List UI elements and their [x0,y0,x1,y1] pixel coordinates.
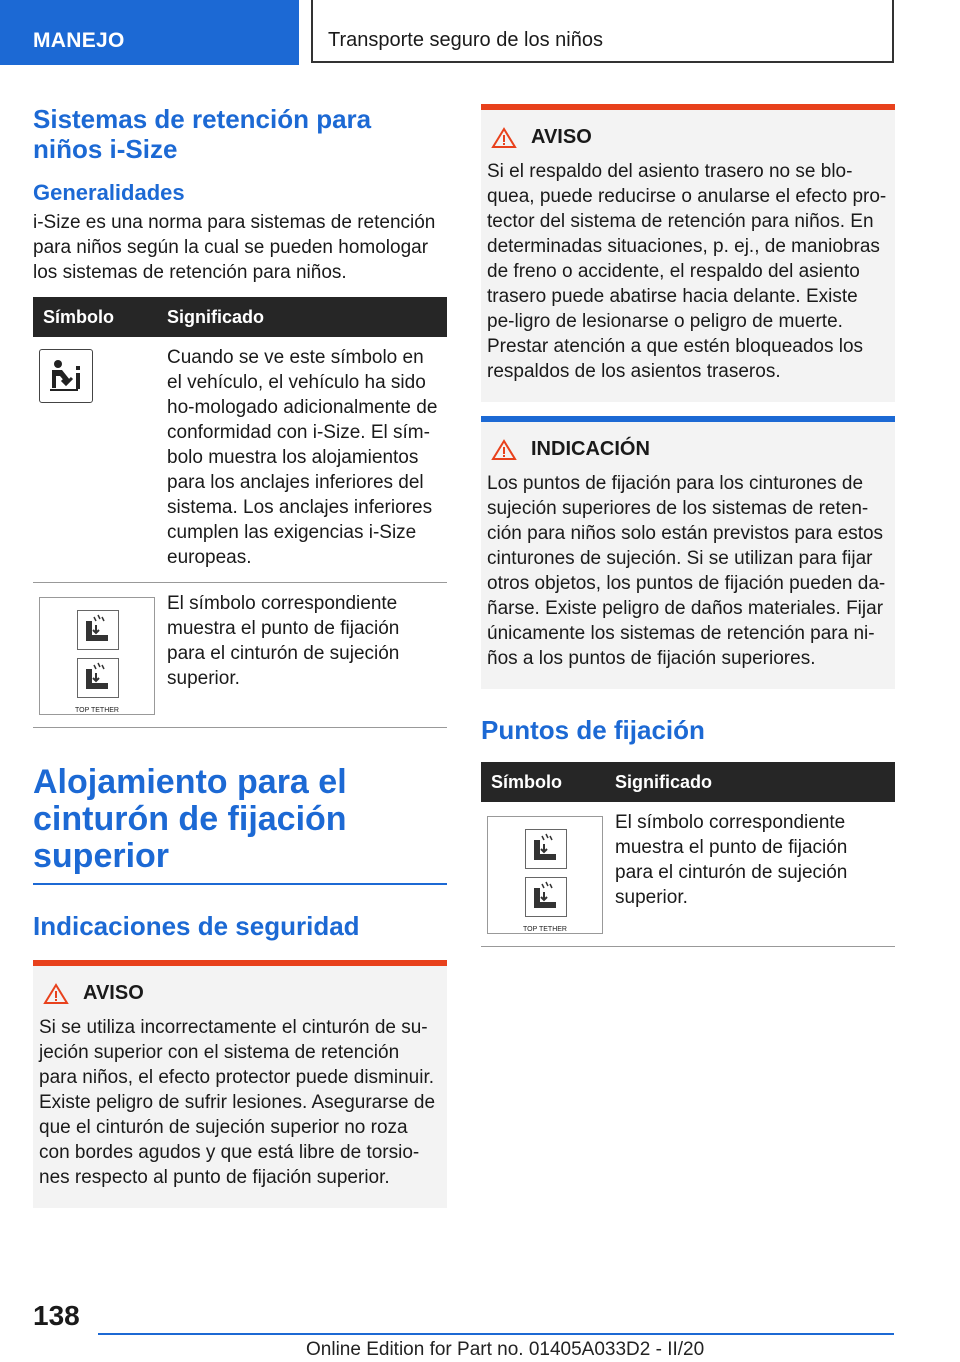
warning-box [33,960,447,1208]
col-symbol-header: Símbolo [33,297,159,337]
header-title: Transporte seguro de los niños [328,29,603,51]
warning-title-row [487,126,889,149]
warning-box [481,104,895,402]
symbol-cell [481,802,607,947]
header-section-label: MANEJO [33,29,125,52]
big-heading: Alojamiento para el cinturón de fijación superior [33,764,447,885]
top-tether-icon [39,597,155,715]
table-header-row [33,297,447,337]
top-tether-label: TOP TETHER [523,926,567,933]
warning-text: Si se utiliza incorrectamente el cinturón de su-jeción superior con el sistema de retención para niños, el efecto protector puede disminuir. Existe peligro de sufrir lesiones. Asegurarse de que el cinturón de sujeción superior no roza con bordes agudos y que está libre de torsio-nes respecto al punto de fijación superior. [39,1017,436,1188]
symbol-cell [33,583,159,728]
symbol-cell [33,337,159,583]
sub-heading: Indicaciones de seguridad [33,911,360,941]
indication-title: INDICACIÓN [531,438,650,460]
indication-box [481,416,895,689]
isize-symbol-table [33,297,447,728]
meaning-cell: El símbolo correspondiente muestra el punto de fijación para el cinturón de sujeción superior. [159,583,447,728]
footer-divider [98,1333,894,1335]
warning-title: AVISO [83,982,144,1004]
right-column [481,104,895,947]
warning-title-row [39,982,441,1005]
warning-title: AVISO [531,126,592,148]
col-symbol-header: Símbolo [481,762,607,802]
table-row [481,802,895,947]
edition-text: Online Edition for Part no. 01405A033D2 - II/20 [306,1339,705,1360]
tether-seat-icon [77,610,119,650]
warning-triangle-icon [491,127,517,149]
anchor-symbol-table [481,762,895,947]
table-row [33,583,447,728]
meaning-cell: Cuando se ve este símbolo en el vehículo, el vehículo ha sido ho-mologado adicionalmente de conformidad con i-Size. El sím-bolo muestra los alojamientos para los anclajes inferiores del sistema. Los anclajes inferiores cumplen las exigencias i-Size europeas. [159,337,447,583]
table-header-row [481,762,895,802]
tether-seat-icon [77,658,119,698]
general-heading: Generalidades [33,180,185,205]
section-title: Sistemas de retención para niños i-Size [33,104,372,164]
isize-child-seat-icon [39,349,93,403]
header-section-tab [0,0,299,65]
warning-text: Si el respaldo del asiento trasero no se blo-quea, puede reducirse o anularse el efecto pro-tector del sistema de retención para niños. En determinadas situaciones, p. ej., de maniobras de freno o accidente, el respaldo del asiento trasero puede abatirse hacia delante. Existe pe-ligro de lesionarse o peligro de muerte. Prestar atención a que estén bloqueados los respaldos de los asientos traseros. [487,161,887,382]
page-number: 138 [33,1300,80,1331]
meaning-cell: El símbolo correspondiente muestra el punto de fijación para el cinturón de sujeción superior. [607,802,895,947]
col-meaning-header: Significado [607,762,895,802]
indication-text: Los puntos de fijación para los cinturones de sujeción superiores de los sistemas de reten-ción para niños solo están previstos para estos cinturones de sujeción. Si se utilizan para fijar otros objetos, los puntos de fijación pueden da-ñarse. Existe peligro de daños materiales. Fijar únicamente los sistemas de retención para ni-ños a los puntos de fijación superiores. [487,473,886,669]
warning-triangle-icon [491,439,517,461]
top-tether-icon [487,816,603,934]
left-column [33,104,447,1208]
general-text: i-Size es una norma para sistemas de retención para niños según la cual se pueden homologar los sistemas de retención para niños. [33,212,436,283]
indication-title-row [487,438,889,461]
warning-triangle-icon [43,983,69,1005]
top-tether-label: TOP TETHER [75,707,119,714]
table-row [33,337,447,583]
anchor-points-heading: Puntos de fijación [481,715,705,745]
header-title-box [311,0,894,63]
tether-seat-icon [525,877,567,917]
tether-seat-icon [525,829,567,869]
col-meaning-header: Significado [159,297,447,337]
